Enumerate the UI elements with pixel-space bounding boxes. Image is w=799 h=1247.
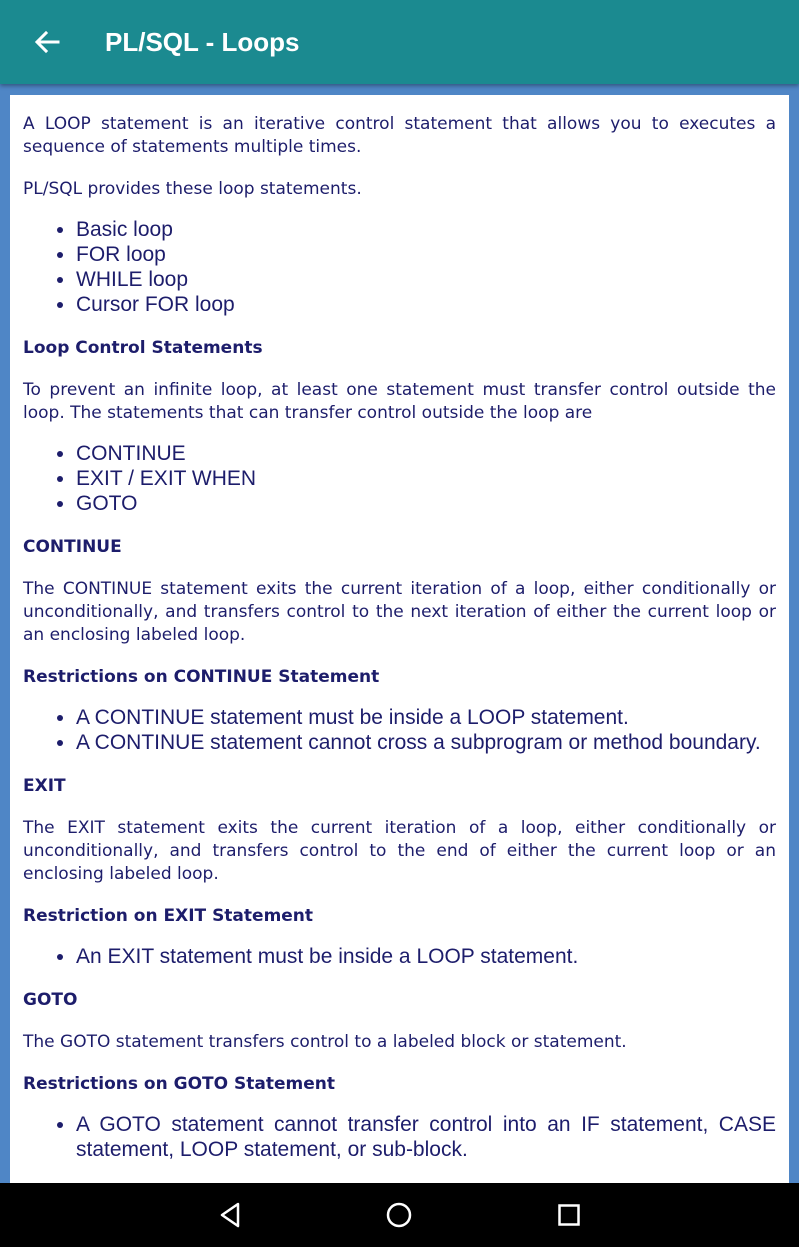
list-item: • GOTO: [76, 491, 776, 516]
provides-paragraph: PL/SQL provides these loop statements.: [23, 179, 362, 199]
back-button[interactable]: [26, 22, 68, 62]
loop-types-list: [23, 217, 776, 317]
triangle-back-icon: [218, 1202, 242, 1228]
goto-paragraph: The GOTO statement transfers control to a labeled block or statement.: [23, 1032, 627, 1052]
list-item: • A CONTINUE statement cannot cross a subprogram or method boundary.: [76, 730, 776, 755]
goto-restrictions-list: [23, 1112, 776, 1162]
exit-paragraph: The EXIT statement exits the current iteration of a loop, either conditionally or unconditionally, and transfers control to the end of either the current loop or an enclosing labeled loop.: [23, 818, 776, 884]
list-item: • WHILE loop: [76, 267, 776, 292]
list-item: • CONTINUE: [76, 441, 776, 466]
system-nav-bar: [0, 1183, 799, 1247]
list-item: • A CONTINUE statement must be inside a LOOP statement.: [76, 705, 776, 730]
app-bar: [0, 0, 799, 84]
continue-heading: CONTINUE: [23, 537, 122, 557]
nav-back-button[interactable]: [210, 1195, 250, 1235]
list-item: • An EXIT statement must be inside a LOOP statement.: [76, 944, 776, 969]
page-title: PL/SQL - Loops: [105, 27, 300, 57]
continue-restrictions-heading: Restrictions on CONTINUE Statement: [23, 667, 380, 687]
goto-restrictions-heading: Restrictions on GOTO Statement: [23, 1074, 335, 1094]
list-item: • A GOTO statement cannot transfer control into an IF statement, CASE statement, LOOP statement, or sub-block.: [76, 1112, 776, 1162]
goto-heading: GOTO: [23, 990, 78, 1010]
list-item: • FOR loop: [76, 242, 776, 267]
list-item: • Basic loop: [76, 217, 776, 242]
exit-restriction-heading: Restriction on EXIT Statement: [23, 906, 314, 926]
square-recents-icon: [557, 1203, 581, 1227]
continue-restrictions-list: [23, 705, 776, 755]
circle-home-icon: [385, 1201, 413, 1229]
content-card[interactable]: [10, 95, 789, 1183]
loop-control-paragraph: To prevent an infinite loop, at least one statement must transfer control outside the loop. The statements that can transfer control outside the loop are: [23, 380, 776, 423]
control-statements-list: [23, 441, 776, 516]
nav-home-button[interactable]: [379, 1195, 419, 1235]
exit-restrictions-list: [23, 944, 776, 969]
intro-paragraph: A LOOP statement is an iterative control statement that allows you to executes a sequence of statements multiple times.: [23, 114, 776, 157]
article: [10, 95, 789, 1162]
nav-recents-button[interactable]: [549, 1195, 589, 1235]
list-item: • EXIT / EXIT WHEN: [76, 466, 776, 491]
list-item: • Cursor FOR loop: [76, 292, 776, 317]
exit-heading: EXIT: [23, 776, 66, 796]
continue-paragraph: The CONTINUE statement exits the current iteration of a loop, either conditionally or unconditionally, and transfers control to the next iteration of either the current loop or an enclosing labeled loop.: [23, 579, 776, 645]
arrow-back-icon: [34, 30, 60, 54]
loop-control-heading: Loop Control Statements: [23, 338, 263, 358]
